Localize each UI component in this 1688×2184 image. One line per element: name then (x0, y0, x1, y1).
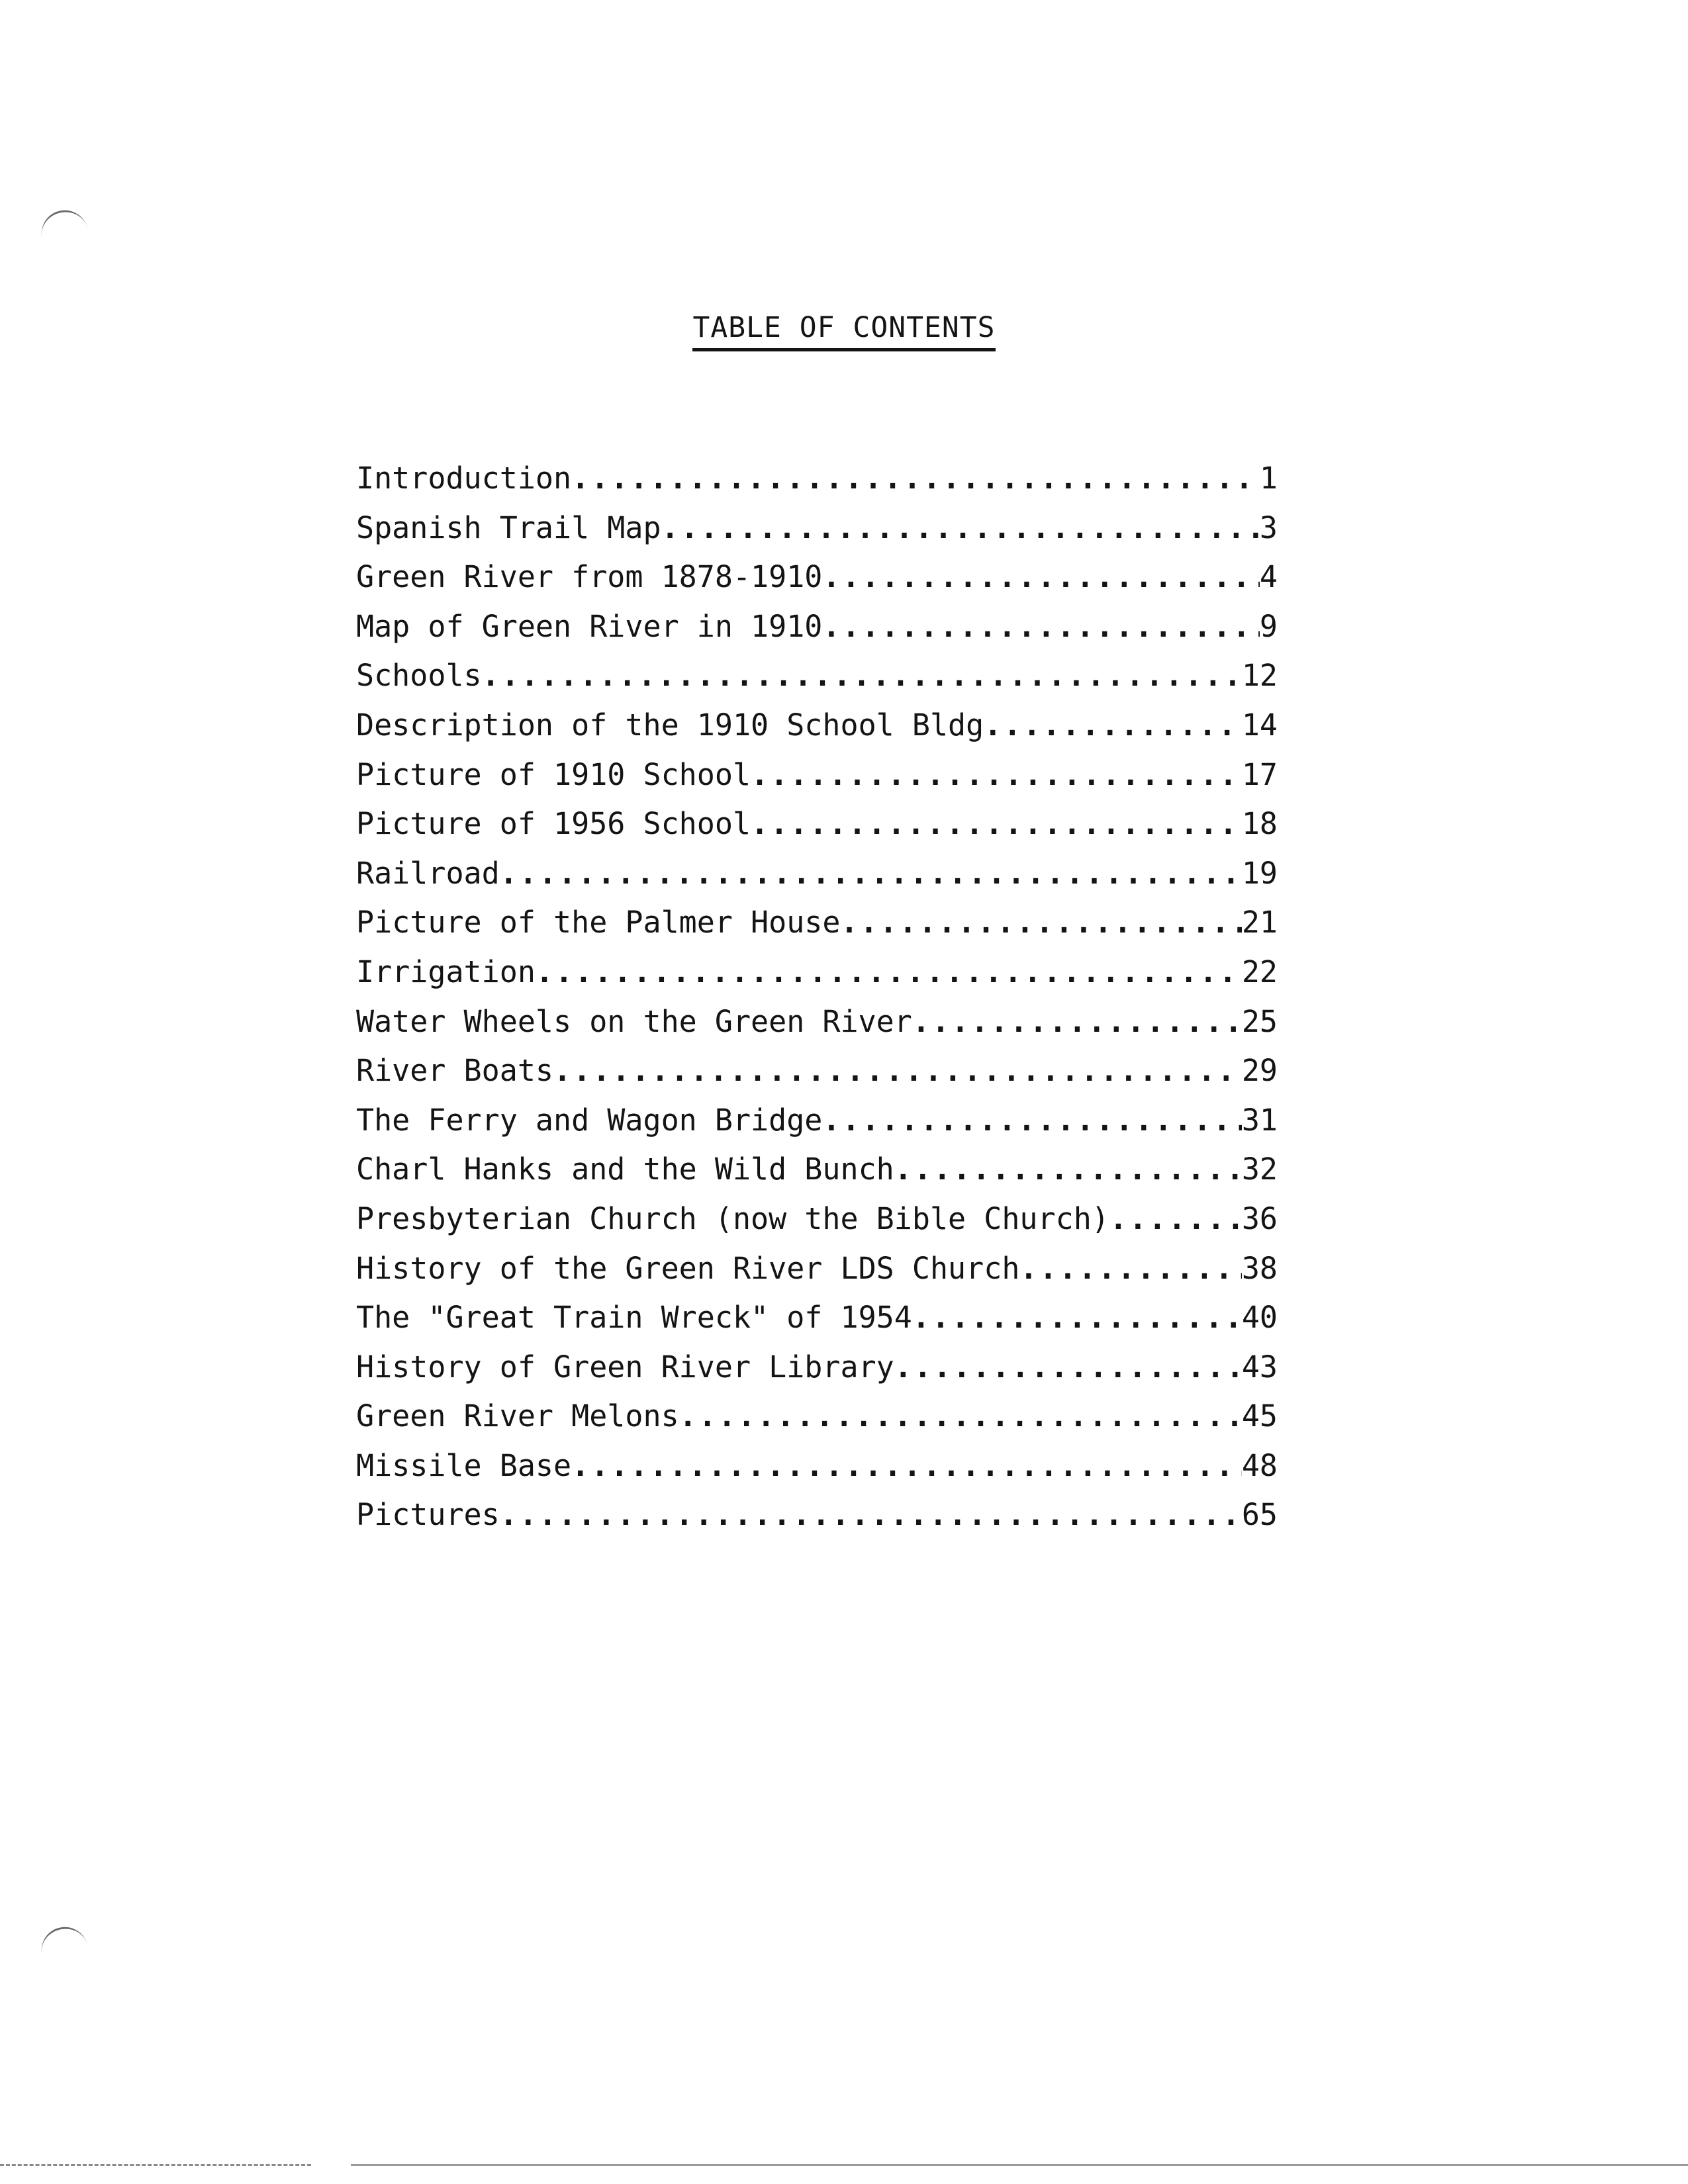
toc-dot-leader (894, 1152, 1242, 1187)
toc-dot-leader (500, 856, 1242, 891)
toc-entry-page: 45 (1241, 1398, 1278, 1434)
toc-entry (356, 1497, 1278, 1547)
toc-entry-page: 22 (1241, 954, 1278, 989)
toc-dot-leader (984, 707, 1242, 743)
toc-dot-leader (822, 559, 1260, 594)
toc-entry-page: 48 (1241, 1447, 1278, 1483)
toc-entry (356, 1251, 1278, 1300)
toc-entry-page: 17 (1241, 756, 1278, 792)
toc-entry (356, 1398, 1278, 1448)
toc-entry-page: 21 (1241, 905, 1278, 940)
page-title-text: TABLE OF CONTENTS (692, 311, 995, 351)
toc-entry (356, 1448, 1278, 1498)
toc-entry-page: 19 (1241, 855, 1278, 891)
toc-entry-label: Introduction (356, 461, 572, 496)
toc-entry-label: Map of Green River in 1910 (356, 608, 823, 644)
toc-entry-label: History of Green River Library (356, 1349, 894, 1385)
toc-entry-label: Picture of 1910 School (356, 756, 751, 792)
toc-list (356, 461, 1278, 1547)
toc-entry-label: Irrigation (356, 954, 536, 989)
toc-dot-leader (661, 510, 1260, 545)
toc-entry (356, 1201, 1278, 1251)
toc-entry-label: Missile Base (356, 1447, 572, 1483)
toc-entry-page: 32 (1241, 1152, 1278, 1187)
toc-dot-leader (679, 1398, 1242, 1433)
toc-entry (356, 1300, 1278, 1349)
toc-entry-label: Railroad (356, 855, 500, 891)
toc-entry (356, 707, 1278, 757)
toc-entry (356, 461, 1278, 510)
toc-entry (356, 1152, 1278, 1201)
toc-entry (356, 1004, 1278, 1054)
toc-entry-label: Green River Melons (356, 1398, 679, 1434)
binder-hole-mark-top (37, 206, 88, 244)
toc-entry-label: The "Great Train Wreck" of 1954 (356, 1300, 912, 1336)
toc-dot-leader (482, 658, 1242, 693)
toc-dot-leader (912, 1300, 1242, 1335)
toc-entry-page: 14 (1241, 707, 1278, 743)
toc-dot-leader (571, 1448, 1242, 1483)
toc-entry (356, 1053, 1278, 1103)
toc-entry (356, 1103, 1278, 1152)
toc-entry-page: 3 (1259, 510, 1278, 545)
toc-dot-leader (841, 905, 1242, 940)
toc-dot-leader (553, 1053, 1242, 1088)
toc-entry-page: 29 (1241, 1053, 1278, 1089)
toc-dot-leader (751, 757, 1242, 792)
toc-entry-page: 43 (1241, 1349, 1278, 1385)
toc-entry-page: 12 (1241, 658, 1278, 694)
toc-dot-leader (822, 609, 1260, 644)
toc-entry-label: Picture of 1956 School (356, 806, 751, 842)
toc-entry-page: 65 (1241, 1497, 1278, 1533)
toc-entry-page: 36 (1241, 1201, 1278, 1236)
toc-entry-label: The Ferry and Wagon Bridge (356, 1102, 823, 1138)
toc-entry-label: Water Wheels on the Green River (356, 1003, 912, 1039)
toc-entry-page: 40 (1241, 1300, 1278, 1336)
toc-entry-label: Spanish Trail Map (356, 510, 661, 545)
toc-entry (356, 856, 1278, 905)
toc-entry (356, 757, 1278, 807)
toc-dot-leader (1019, 1251, 1241, 1286)
toc-entry-page: 31 (1241, 1102, 1278, 1138)
toc-dot-leader (1109, 1201, 1242, 1236)
toc-entry (356, 1349, 1278, 1399)
toc-entry-page: 18 (1241, 806, 1278, 842)
toc-entry-label: Charl Hanks and the Wild Bunch (356, 1152, 894, 1187)
toc-dot-leader (912, 1004, 1242, 1039)
toc-dot-leader (571, 461, 1260, 496)
toc-entry (356, 510, 1278, 560)
toc-dot-leader (751, 806, 1242, 841)
page-title (0, 311, 1688, 351)
toc-entry-label: Picture of the Palmer House (356, 905, 841, 940)
toc-entry (356, 559, 1278, 609)
toc-entry-label: Pictures (356, 1497, 500, 1533)
scan-edge-line-left (0, 2164, 311, 2166)
toc-entry-label: Green River from 1878-1910 (356, 559, 823, 595)
scan-edge-line-right (351, 2164, 1688, 2166)
toc-entry-page: 25 (1241, 1003, 1278, 1039)
toc-entry-page: 9 (1259, 608, 1278, 644)
toc-dot-leader (894, 1349, 1242, 1385)
toc-entry-page: 38 (1241, 1250, 1278, 1286)
toc-dot-leader (500, 1497, 1242, 1532)
toc-entry-page: 1 (1259, 461, 1278, 496)
toc-entry (356, 954, 1278, 1004)
toc-entry-label: Description of the 1910 School Bldg (356, 707, 984, 743)
toc-entry-page: 4 (1259, 559, 1278, 595)
toc-dot-leader (536, 954, 1242, 989)
toc-entry-label: Schools (356, 658, 482, 694)
toc-entry-label: History of the Green River LDS Church (356, 1250, 1020, 1286)
toc-entry (356, 658, 1278, 707)
toc-entry-label: Presbyterian Church (now the Bible Church) (356, 1201, 1109, 1236)
toc-entry (356, 806, 1278, 856)
toc-entry-label: River Boats (356, 1053, 554, 1089)
toc-entry (356, 905, 1278, 954)
toc-entry (356, 609, 1278, 659)
toc-dot-leader (822, 1103, 1241, 1138)
binder-hole-mark-bottom (37, 1923, 88, 1960)
